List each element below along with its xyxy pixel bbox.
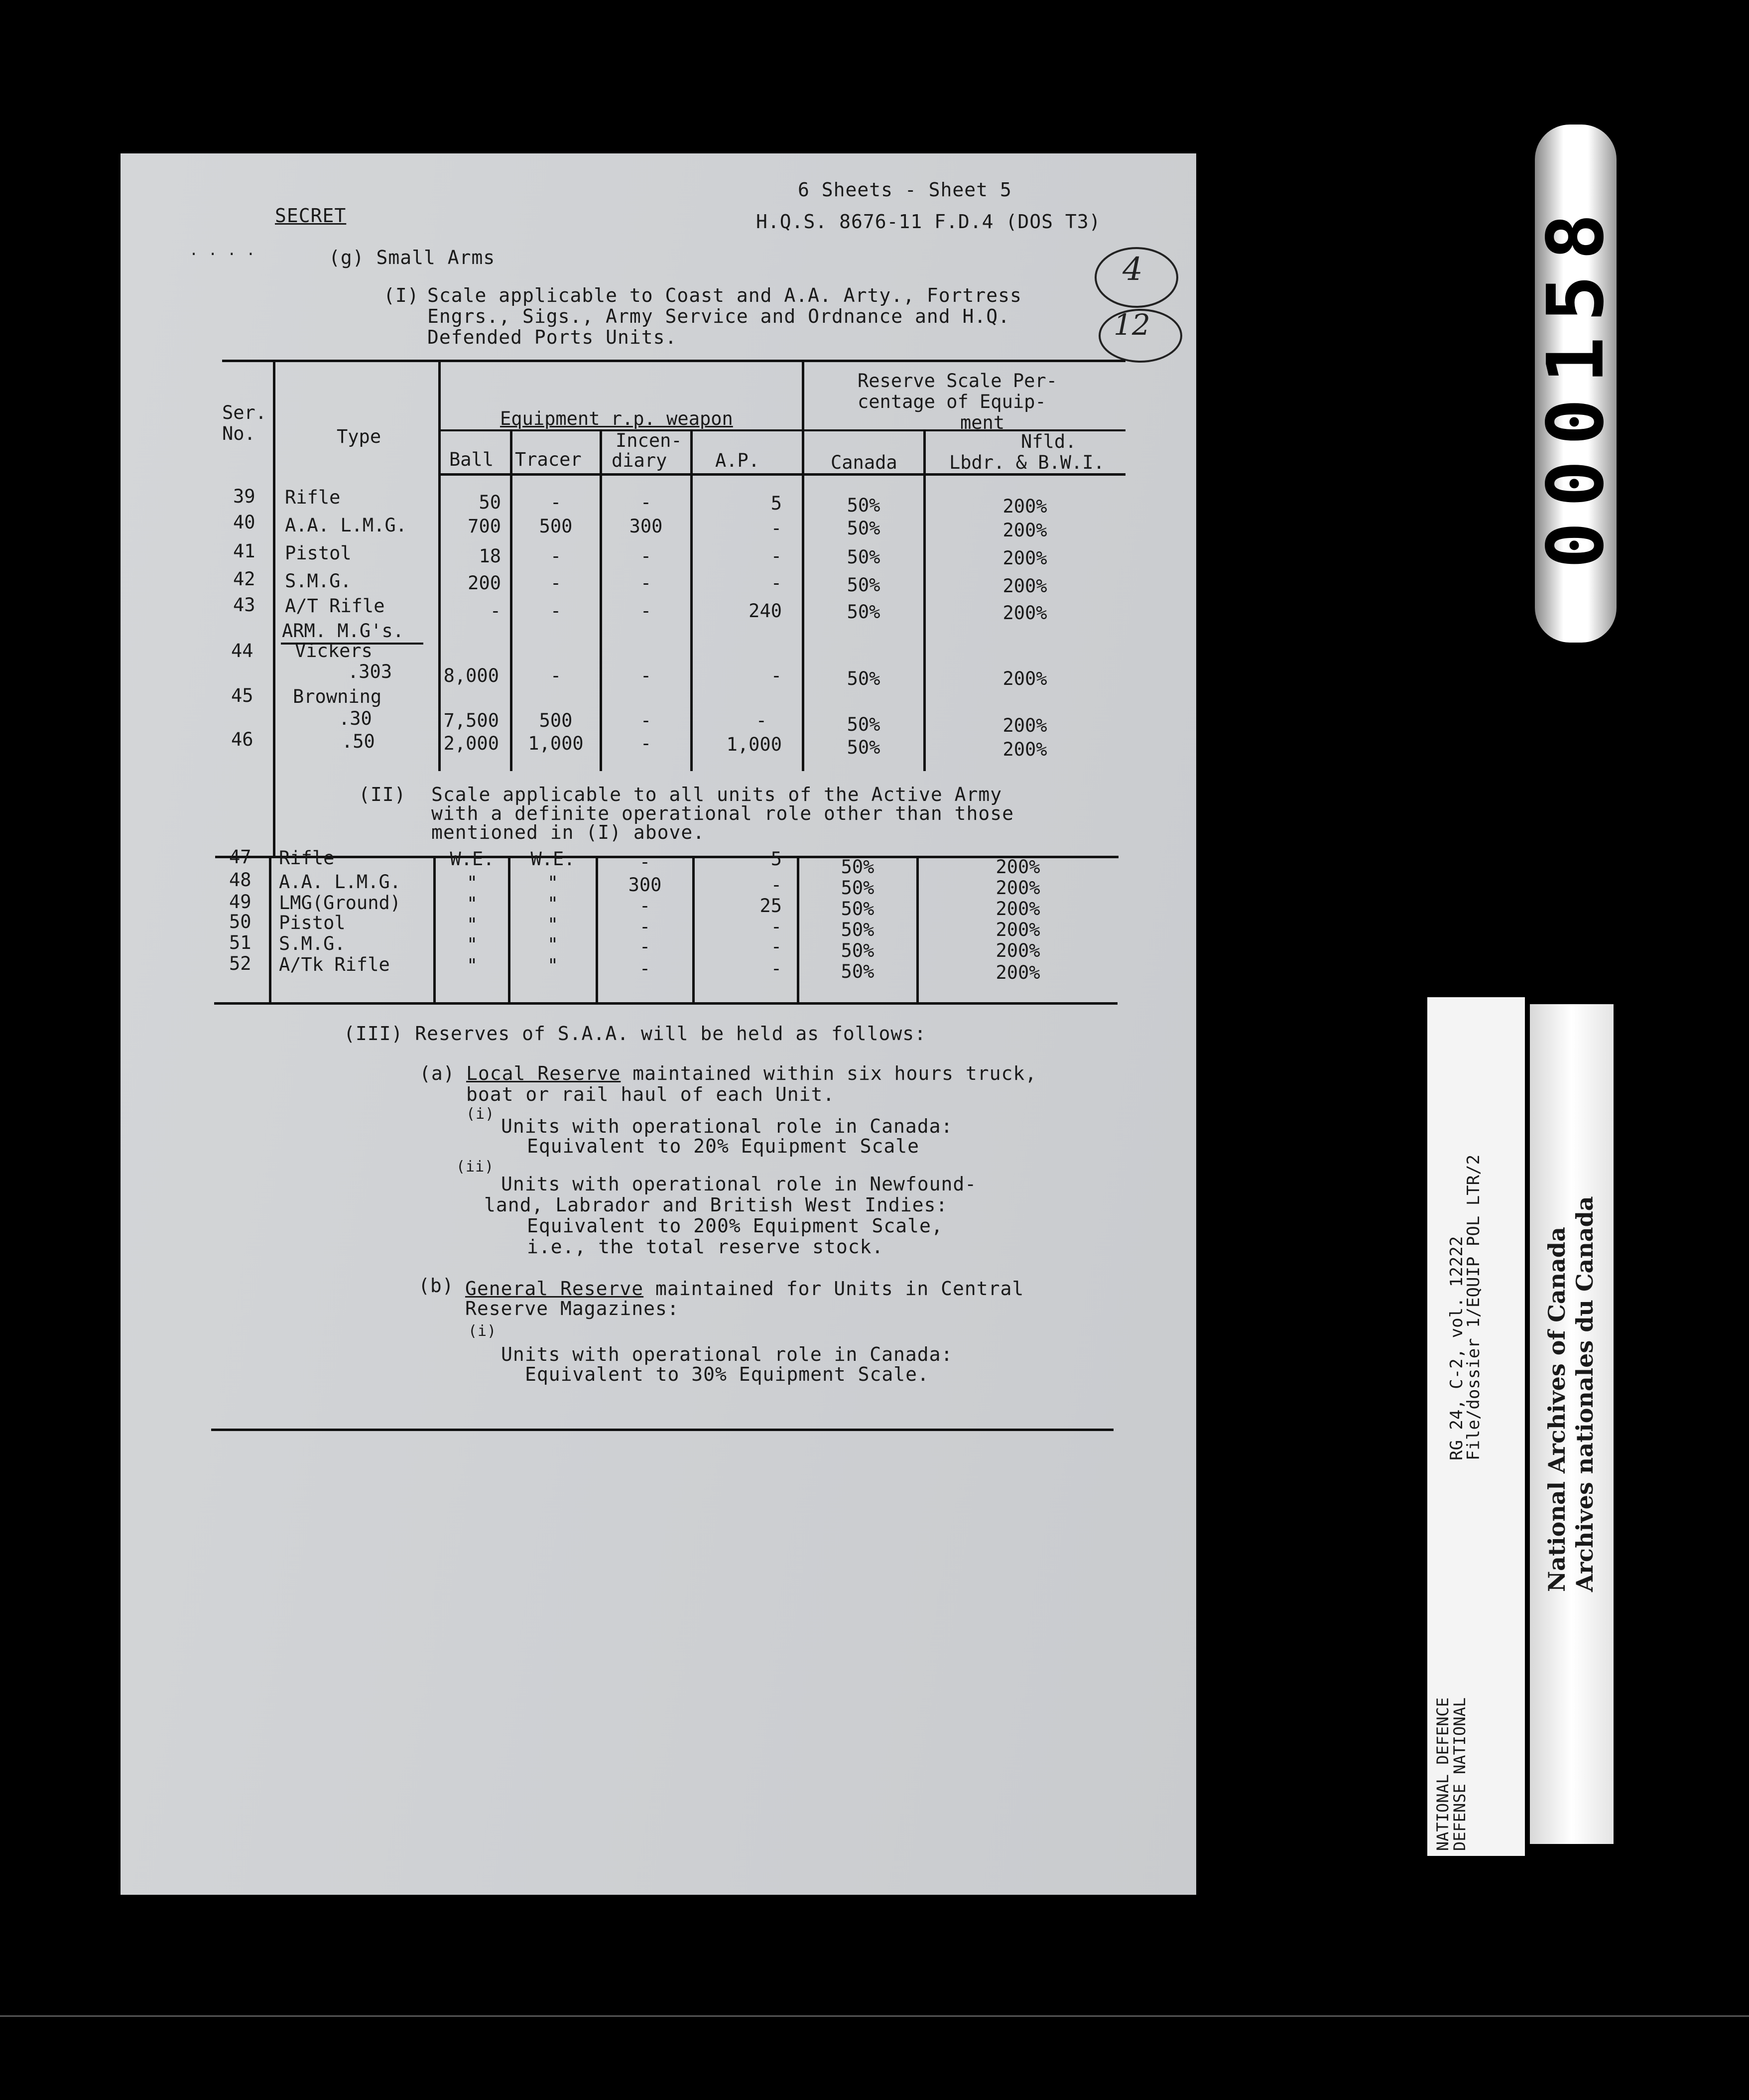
table-col-rule [438,360,441,771]
cell-type: Rifle [285,487,341,508]
cell-incendiary: - [639,895,651,917]
cell-ball: " [466,955,478,976]
header-type: Type [337,426,381,447]
header-ap: A.P. [715,450,760,471]
scale-one-line: Defended Ports Units. [427,326,677,348]
general-reserve-label: (b) [418,1275,454,1297]
cell-type: LMG(Ground) [279,892,401,914]
general-reserve-item: Equivalent to 30% Equipment Scale. [525,1363,929,1385]
cell-nfld: 200% [1002,715,1047,736]
cell-canada: 50% [847,518,880,539]
cell-ser: 40 [233,512,255,533]
cell-canada: 50% [847,574,880,596]
cell-ap: 5 [770,493,782,514]
item-marker: (i) [468,1322,497,1340]
header-ser: No. [222,423,255,444]
cell-nfld: 200% [1002,739,1047,760]
header-tracer: Tracer [515,449,582,470]
cell-incendiary: - [639,936,651,957]
cell-canada: 50% [847,714,880,735]
cell-ser: 49 [229,891,251,913]
cell-tracer: " [547,893,559,915]
cell-ap: 5 [770,848,782,870]
cell-canada: 50% [841,898,874,919]
cell-incendiary: 300 [629,516,663,537]
cell-ap: - [770,665,782,686]
local-reserve-title: Local Reserve [466,1062,621,1084]
cell-canada: 50% [847,546,880,568]
general-reserve-title: General Reserve [465,1278,644,1300]
cell-type: S.M.G. [285,570,352,592]
cell-tracer: " [547,934,559,955]
cell-type: S.M.G. [279,933,346,954]
cell-canada: 50% [847,668,880,689]
cell-canada: 50% [841,919,874,940]
cell-ser: 48 [229,869,251,891]
cell-tracer: " [547,914,559,935]
cell-ap: 25 [759,895,782,917]
cell-caliber: .30 [339,708,372,729]
cell-tracer: 500 [539,710,573,731]
cell-ball: " [466,914,478,935]
cell-nfld: 200% [996,940,1040,961]
table-rule-bottom [214,1002,1118,1005]
scale-two-line: with a definite operational role other than those [431,802,1014,824]
cell-ap: 1,000 [726,734,782,755]
cell-tracer: - [550,600,562,622]
cell-tracer: W.E. [530,848,575,870]
header-reserve: ment [960,412,1005,433]
item-marker: (ii) [456,1158,495,1176]
dot-marks: . . . . [189,242,256,259]
header-incendiary: diary [612,450,667,471]
item-marker: (i) [466,1105,495,1123]
cell-tracer: - [550,665,562,686]
cell-ser: 47 [229,846,251,868]
general-reserve-line: Reserve Magazines: [465,1298,679,1319]
cell-ap: - [770,916,782,937]
table-rule-top [222,360,1125,362]
cell-ball: 7,500 [443,710,499,731]
cell-canada: 50% [841,961,874,982]
file-reference: H.Q.S. 8676-11 F.D.4 (DOS T3) [756,211,1101,233]
cell-ser: 43 [233,594,255,616]
scale-one-line: Engrs., Sigs., Army Service and Ordnance and H.Q. [427,305,1010,327]
cell-ap: - [755,710,767,731]
cell-canada: 50% [841,856,874,878]
cell-canada: 50% [847,737,880,758]
cell-type: A/Tk Rifle [279,954,390,975]
archive-name: National Archives of Canada Archives nationales du Canada [1543,1196,1598,1592]
general-reserve-line: General Reserve maintained for Units in Central [465,1278,1024,1300]
cell-type: Browning [293,686,382,707]
cell-nfld: 200% [1002,575,1047,597]
cell-ap: - [770,936,782,957]
cell-type: A.A. L.M.G. [285,515,407,536]
cell-tracer: " [547,872,559,894]
cell-canada: 50% [841,940,874,961]
closing-rule [211,1429,1114,1431]
cell-ball: 700 [468,516,501,537]
frame-number: 000158 [1530,198,1621,569]
cell-incendiary: - [639,851,651,873]
local-reserve-item: Equivalent to 200% Equipment Scale, [527,1215,943,1237]
cell-incendiary: - [640,733,652,754]
cell-ser: 52 [229,953,251,974]
local-reserve-item: Units with operational role in Newfound- [501,1173,977,1195]
table-rule-header [438,473,1125,476]
section-heading: (g) Small Arms [329,247,496,268]
cell-type: Pistol [279,912,346,933]
local-reserve-item: land, Labrador and British West Indies: [484,1194,948,1216]
reserves-intro: (III) Reserves of S.A.A. will be held as follows: [344,1023,927,1045]
department-label: NATIONAL DEFENCE DEFENSE NATIONAL [1433,1697,1469,1851]
local-reserve-line: boat or rail haul of each Unit. [466,1083,835,1105]
cell-ball: " [466,893,478,915]
cell-incendiary: - [640,710,652,731]
cell-nfld: 200% [996,898,1040,919]
cell-nfld: 200% [996,856,1040,878]
cell-tracer: 1,000 [528,733,584,754]
cell-ball: " [466,872,478,894]
header-nfld: Lbdr. & B.W.I. [949,452,1105,473]
local-reserve-line: Local Reserve maintained within six hours truck, [466,1062,1037,1084]
cell-nfld: 200% [996,962,1040,983]
film-edge [0,2015,1749,2017]
cell-type: A/T Rifle [285,595,385,617]
cell-incendiary: 300 [628,874,662,896]
cell-ball: - [490,600,501,622]
cell-ap: 240 [749,600,782,622]
cell-nfld: 200% [1002,547,1047,569]
cell-ap: - [770,545,782,567]
cell-incendiary: - [640,572,652,594]
cell-nfld: 200% [1002,520,1047,541]
cell-incendiary: - [639,958,651,979]
header-reserve: centage of Equip- [858,391,1046,412]
cell-tracer: " [547,955,559,976]
general-reserve-item: Units with operational role in Canada: [501,1343,953,1365]
local-reserve-item: Units with operational role in Canada: [501,1115,953,1137]
cell-ball: " [466,934,478,955]
cell-incendiary: - [640,600,652,622]
header-nfld: Nfld. [1021,431,1077,452]
cell-canada: 50% [841,877,874,899]
cell-ser: 45 [231,685,253,706]
cell-incendiary: - [640,545,652,567]
cell-incendiary: - [640,492,652,513]
cell-ser: 41 [233,540,255,562]
cell-ser: 44 [231,640,253,661]
cell-nfld: 200% [996,919,1040,940]
header-equipment: Equipment r.p. weapon [500,408,733,429]
cell-ser: 51 [229,932,251,953]
scale-two-line: mentioned in (I) above. [431,821,705,843]
cell-nfld: 200% [1002,668,1047,689]
sheet-number: 6 Sheets - Sheet 5 [798,179,1012,201]
cell-ser: 46 [231,729,253,750]
cell-tracer: - [550,572,562,594]
cell-ball: 18 [479,545,501,567]
annotation-number: 12 [1114,308,1150,342]
cell-ap: - [770,518,782,539]
scale-two-roman: (II) [359,784,406,805]
scale-one-roman: (I) [383,284,419,306]
cell-nfld: 200% [996,877,1040,899]
cell-ball: W.E. [450,848,495,870]
local-reserve-item: Equivalent to 20% Equipment Scale [527,1135,919,1157]
cell-ball: 8,000 [443,665,499,686]
header-ser: Ser. [222,402,267,423]
cell-type: Rifle [279,847,335,869]
header-canada: Canada [831,452,897,473]
scale-one-line: Scale applicable to Coast and A.A. Arty., Fortress [427,284,1022,306]
cell-type: Vickers [295,640,373,661]
cell-canada: 50% [847,495,880,516]
cell-type: Pistol [285,542,352,564]
local-reserve-item: i.e., the total reserve stock. [527,1236,884,1258]
cell-ball: 2,000 [443,733,499,754]
cell-incendiary: - [639,916,651,937]
cell-type: A.A. L.M.G. [279,871,401,893]
cell-ser: 50 [229,911,251,932]
table-col-rule [433,856,436,1002]
archive-reference: RG 24, C-2, vol. 12222 File/dossier 1/EQUIP POL LTR/2 [1447,1154,1484,1460]
cell-incendiary: - [640,665,652,686]
scale-two-line: Scale applicable to all units of the Active Army [431,784,1002,805]
cell-ser: 42 [233,568,255,590]
cell-ap: - [770,958,782,979]
cell-tracer: 500 [539,516,573,537]
secret-marking: SECRET [275,205,347,227]
cell-caliber: .303 [348,661,392,682]
cell-tracer: - [550,545,562,567]
cell-ball: 200 [468,572,501,594]
header-incendiary: Incen- [616,430,682,451]
annotation-number: 4 [1123,251,1143,288]
cell-tracer: - [550,492,562,513]
cell-nfld: 200% [1002,602,1047,624]
cell-nfld: 200% [1002,496,1047,517]
header-ball: Ball [449,449,494,470]
table-col-rule [269,856,271,1002]
cell-ball: 50 [479,492,501,513]
cell-ser: 39 [233,486,255,507]
cell-ap: - [770,572,782,594]
cell-canada: 50% [847,601,880,623]
table-col-rule [273,360,275,856]
cell-caliber: .50 [342,731,375,752]
header-reserve: Reserve Scale Per- [858,370,1057,392]
local-reserve-label: (a) [419,1062,455,1084]
cell-ap: - [770,874,782,896]
arm-mg-heading: ARM. M.G's. [282,620,404,642]
